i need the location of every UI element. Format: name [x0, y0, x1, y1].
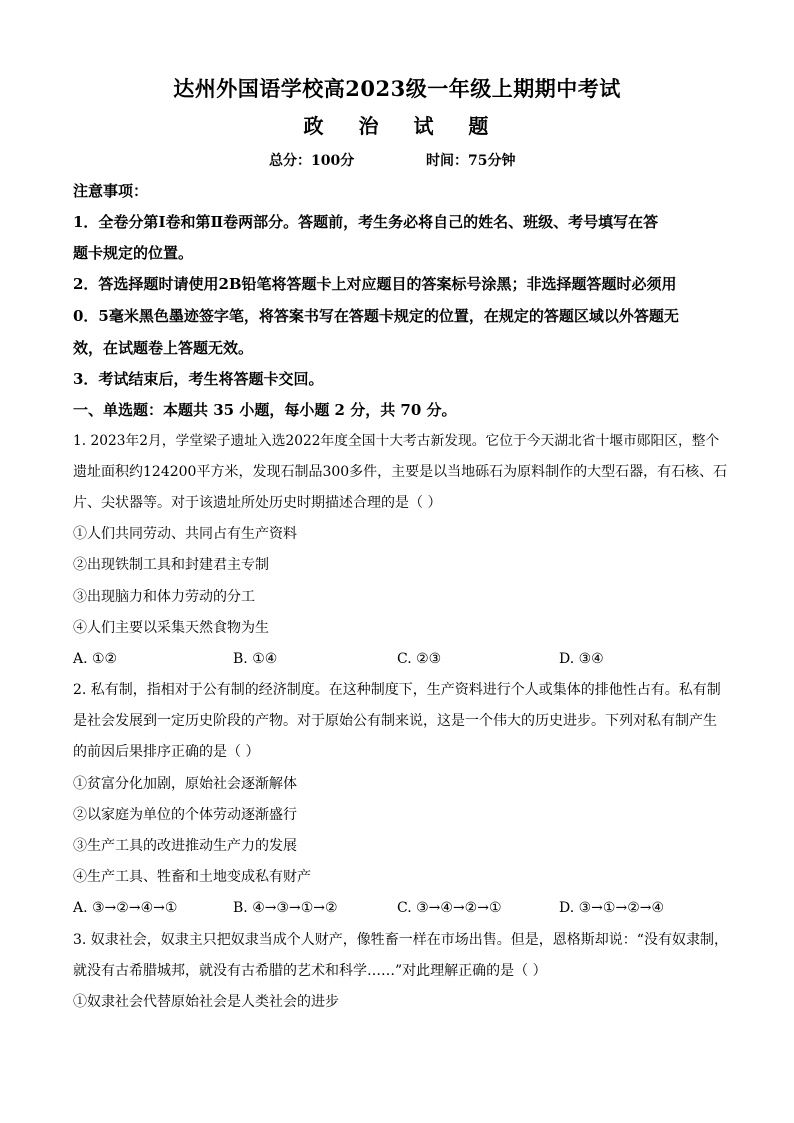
question-2-option-b: B. ④→③→①→②: [233, 900, 338, 916]
notice-heading: 注意事项：: [73, 182, 149, 200]
question-2-stem: 是社会发展到一定历史阶段的产物。对于原始公有制来说，这是一个伟大的历史进步。下列对私有制产生: [73, 713, 717, 729]
question-1-option-c: C. ②③: [397, 651, 442, 667]
question-2-item: ①贫富分化加剧，原始社会逐渐解体: [73, 776, 297, 792]
question-3-item: ①奴隶社会代替原始社会是人类社会的进步: [73, 994, 339, 1010]
subject-title: 政 治 试 题: [303, 114, 503, 138]
question-2-option-a: A. ③→②→④→①: [73, 900, 178, 916]
question-1-item: ④人们主要以采集天然食物为生: [73, 620, 269, 636]
question-2-option-c: C. ③→④→②→①: [397, 900, 502, 916]
notice-line: 0．5毫米黑色墨迹签字笔，将答案书写在答题卡规定的位置，在规定的答题区域以外答题无: [73, 307, 679, 325]
notice-line: 1．全卷分第Ⅰ卷和第Ⅱ卷两部分。答题前，考生务必将自己的姓名、班级、考号填写在答: [73, 213, 659, 231]
question-2-stem: 的前因后果排序正确的是（ ）: [73, 744, 260, 760]
question-1-stem: 1. 2023年2月，学堂梁子遗址入选2022年度全国十大考古新发现。它位于今天湖北省十堰市郧阳区，整个: [73, 433, 720, 449]
notice-line: 效，在试题卷上答题无效。: [73, 339, 254, 357]
question-2-stem: 2. 私有制，指相对于公有制的经济制度。在这种制度下，生产资料进行个人或集体的排他性占有。私有制: [73, 682, 721, 698]
question-3-stem: 3. 奴隶社会，奴隶主只把奴隶当成个人财产，像牲畜一样在市场出售。但是，恩格斯却说：“没有奴隶制，: [73, 932, 728, 948]
notice-line: 2．答选择题时请使用2B铅笔将答题卡上对应题目的答案标号涂黑；非选择题答题时必须用: [73, 275, 677, 293]
question-1-option-a: A. ①②: [73, 651, 118, 667]
question-1-option-b: B. ①④: [233, 651, 278, 667]
question-1-item: ②出现铁制工具和封建君主专制: [73, 557, 269, 573]
question-3-stem: 就没有古希腊城邦，就没有古希腊的艺术和科学……”对此理解正确的是（ ）: [73, 963, 547, 979]
question-1-stem: 片、尖状器等。对于该遗址所处历史时期描述合理的是（ ）: [73, 495, 442, 511]
time-limit: 时间：75分钟: [426, 153, 516, 169]
question-1-item: ①人们共同劳动、共同占有生产资料: [73, 526, 297, 542]
section-heading: 一、单选题：本题共 35 小题，每小题 2 分，共 70 分。: [73, 401, 457, 419]
notice-line: 3．考试结束后，考生将答题卡交回。: [73, 370, 324, 388]
question-2-option-d: D. ③→①→②→④: [559, 900, 665, 916]
exam-title: 达州外国语学校高2023级一年级上期期中考试: [173, 76, 621, 101]
question-2-item: ④生产工具、牲畜和土地变成私有财产: [73, 869, 311, 885]
question-1-option-d: D. ③④: [559, 651, 604, 667]
notice-line: 题卡规定的位置。: [73, 244, 194, 262]
question-2-item: ②以家庭为单位的个体劳动逐渐盛行: [73, 807, 297, 823]
question-2-item: ③生产工具的改进推动生产力的发展: [73, 838, 297, 854]
question-1-item: ③出现脑力和体力劳动的分工: [73, 589, 255, 605]
total-score: 总分：100分: [269, 153, 355, 169]
question-1-stem: 遗址面积约124200平方米，发现石制品300多件，主要是以当地砾石为原料制作的大型石器，有石核、石: [73, 464, 728, 480]
